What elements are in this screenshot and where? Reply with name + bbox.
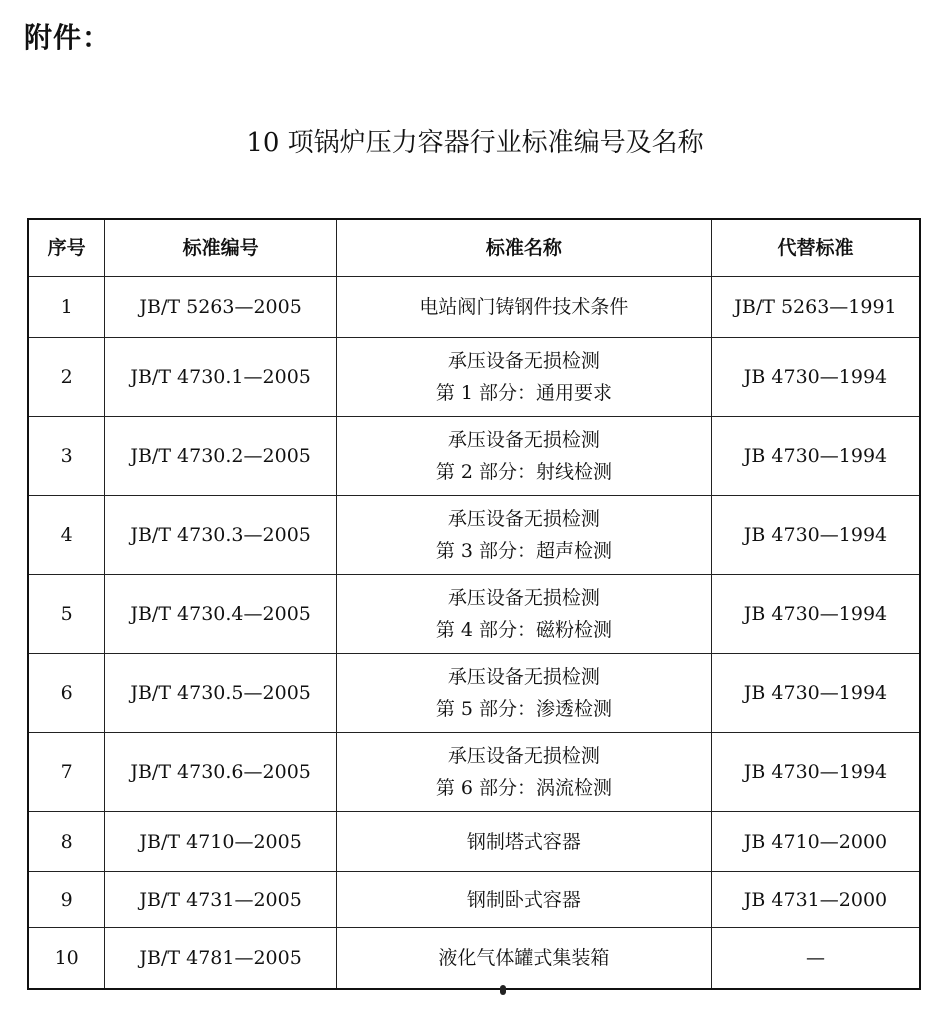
attachment-label: 附件： — [24, 21, 112, 54]
name-line: 第 2 部分：射线检测 — [435, 461, 612, 483]
name-line: 第 5 部分：渗透检测 — [435, 698, 612, 720]
name-line: 承压设备无损检测 — [447, 350, 600, 372]
cell-no: 4 — [28, 496, 105, 575]
cell-code: JB/T 4730.2—2005 — [105, 417, 337, 496]
name-line: 承压设备无损检测 — [447, 429, 600, 451]
cell-name — [336, 812, 711, 872]
table-row — [28, 928, 920, 990]
cell-replaces: JB 4730—1994 — [711, 417, 920, 496]
cell-no: 3 — [28, 417, 105, 496]
cell-no: 6 — [28, 654, 105, 733]
table-row — [28, 496, 920, 575]
table-row — [28, 277, 920, 338]
table-row — [28, 417, 920, 496]
name-line: 第 1 部分：通用要求 — [435, 382, 612, 404]
table-row — [28, 733, 920, 812]
cell-replaces: JB 4730—1994 — [711, 733, 920, 812]
cell-replaces: JB 4730—1994 — [711, 654, 920, 733]
name-line: 承压设备无损检测 — [447, 587, 600, 609]
cell-code: JB/T 4781—2005 — [105, 928, 337, 990]
standards-table — [27, 218, 921, 990]
cell-name — [336, 338, 711, 417]
name-line: 承压设备无损检测 — [447, 745, 600, 767]
cell-name — [336, 872, 711, 928]
name-line: 钢制塔式容器 — [466, 830, 581, 853]
name-line: 液化气体罐式集装箱 — [438, 947, 610, 969]
cell-name — [336, 417, 711, 496]
cell-code: JB/T 4731—2005 — [105, 872, 337, 928]
cell-code: JB/T 4730.3—2005 — [105, 496, 337, 575]
name-line: 承压设备无损检测 — [447, 666, 600, 688]
header-replaces: 代替标准 — [711, 219, 920, 277]
cell-code: JB/T 5263—2005 — [105, 277, 337, 338]
name-line: 承压设备无损检测 — [447, 508, 600, 530]
name-line: 钢制卧式容器 — [466, 888, 581, 911]
name-line: 电站阀门铸钢件技术条件 — [419, 296, 629, 318]
cell-replaces: JB 4730—1994 — [711, 496, 920, 575]
cell-code: JB/T 4730.5—2005 — [105, 654, 337, 733]
table-row — [28, 575, 920, 654]
cell-replaces: JB 4730—1994 — [711, 575, 920, 654]
table-row — [28, 654, 920, 733]
header-no: 序号 — [28, 219, 105, 277]
cell-name — [336, 654, 711, 733]
header-code: 标准编号 — [105, 219, 337, 277]
cell-no: 10 — [28, 928, 105, 990]
cell-no: 5 — [28, 575, 105, 654]
name-line: 第 4 部分：磁粉检测 — [435, 619, 612, 641]
cell-code: JB/T 4730.6—2005 — [105, 733, 337, 812]
cell-code: JB/T 4730.4—2005 — [105, 575, 337, 654]
cell-name — [336, 575, 711, 654]
cell-name — [336, 496, 711, 575]
cell-replaces: — — [711, 928, 920, 990]
cell-replaces: JB 4730—1994 — [711, 338, 920, 417]
table-row — [28, 338, 920, 417]
cell-no: 9 — [28, 872, 105, 928]
header-name: 标准名称 — [336, 219, 711, 277]
cell-no: 1 — [28, 277, 105, 338]
name-line: 第 3 部分：超声检测 — [435, 540, 612, 562]
table-row — [28, 872, 920, 928]
name-line: 第 6 部分：涡流检测 — [435, 777, 612, 799]
cell-name — [336, 928, 711, 990]
cell-name — [336, 733, 711, 812]
table-body — [28, 277, 920, 990]
table-row — [28, 812, 920, 872]
cell-no: 8 — [28, 812, 105, 872]
cell-replaces: JB 4731—2000 — [711, 872, 920, 928]
cell-replaces: JB/T 5263—1991 — [711, 277, 920, 338]
table-header-row — [28, 219, 920, 277]
scan-speck — [500, 985, 506, 995]
document-title: 10 项锅炉压力容器行业标准编号及名称 — [246, 128, 704, 158]
cell-code: JB/T 4730.1—2005 — [105, 338, 337, 417]
cell-code: JB/T 4710—2005 — [105, 812, 337, 872]
cell-no: 2 — [28, 338, 105, 417]
cell-name — [336, 277, 711, 338]
cell-replaces: JB 4710—2000 — [711, 812, 920, 872]
cell-no: 7 — [28, 733, 105, 812]
